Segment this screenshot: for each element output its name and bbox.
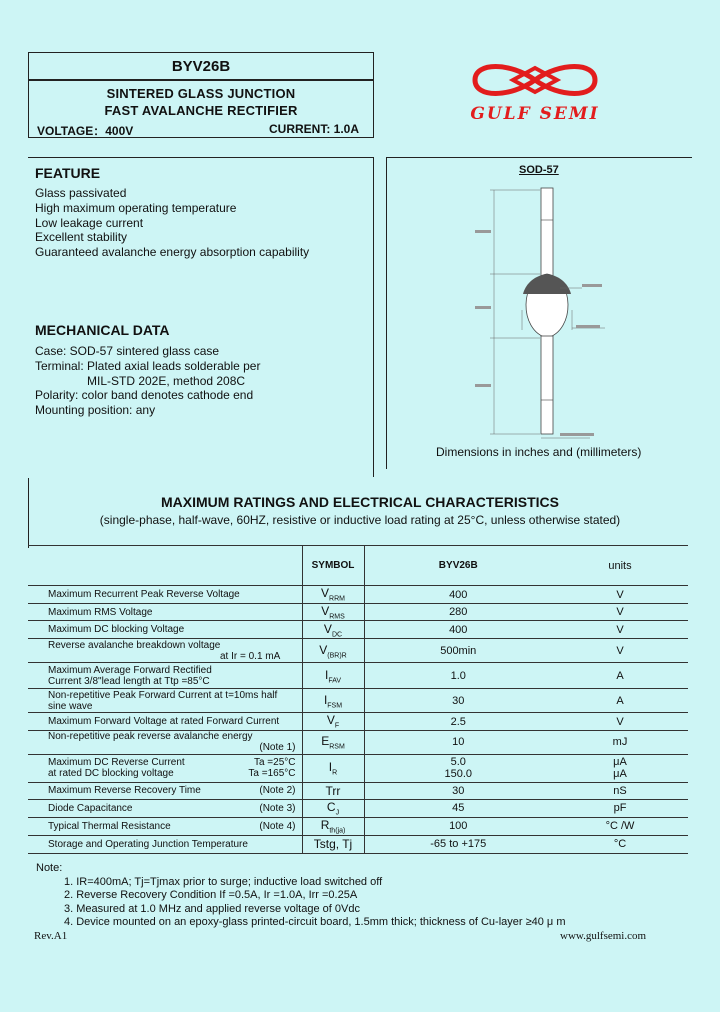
- unit: μA: [613, 768, 627, 781]
- value: 100: [449, 820, 468, 833]
- symbol-cell: [302, 639, 364, 663]
- parameter-name: Non-repetitive peak reverse avalanche energy: [48, 731, 253, 743]
- feature-list: [35, 186, 309, 260]
- value: 30: [452, 694, 465, 707]
- parameter-cell: [28, 754, 302, 782]
- symbol-subscript: R: [332, 769, 338, 777]
- table-row: [28, 639, 720, 663]
- table-row: [28, 621, 720, 639]
- note-item: 4. Device mounted on an epoxy-glass printed-circuit board, 1.5mm thick; thickness of Cu-layer ≥40 μ m: [64, 916, 566, 928]
- symbol-cell: [302, 689, 364, 713]
- website-link[interactable]: www.gulfsemi.com: [560, 930, 647, 942]
- table-row: [28, 663, 720, 689]
- value-cell: [364, 713, 552, 730]
- symbol-cell: [302, 621, 364, 639]
- feature-item: Low leakage current: [35, 215, 144, 230]
- unit: A: [616, 669, 624, 682]
- value-cell: [364, 604, 552, 621]
- parameter-name: Maximum DC Reverse Current: [48, 757, 185, 769]
- table-body: [28, 586, 720, 854]
- table-row: [28, 713, 720, 730]
- symbol-main: V: [319, 642, 328, 657]
- symbol-main: I: [323, 692, 328, 707]
- parameter-condition: Current 3/8"lead length at Ttp =85°C: [48, 675, 210, 687]
- ratings-subtitle: (single-phase, half-wave, 60HZ, resistive or inductive load rating at 25°C, unless otherwise stated): [99, 513, 621, 527]
- table-row: [28, 799, 720, 817]
- unit-cell: [552, 730, 688, 754]
- symbol-cell: [302, 799, 364, 817]
- value-cell: [364, 799, 552, 817]
- value: 1.0: [450, 669, 466, 682]
- value-cell: [364, 689, 552, 713]
- parameter-name: Typical Thermal Resistance: [48, 820, 171, 832]
- symbol-main: V: [321, 586, 330, 601]
- symbol-cell: [302, 586, 364, 604]
- mechanical-item: Mounting position: any: [35, 403, 156, 418]
- value: 400: [449, 588, 468, 601]
- unit-cell: [552, 835, 688, 853]
- part-number: BYV26B: [171, 58, 231, 75]
- symbol-subscript: DC: [331, 631, 343, 639]
- parameter-condition: sine wave: [48, 700, 93, 712]
- symbol-main: V: [321, 604, 330, 618]
- parameter-name: Non-repetitive Peak Forward Current at t=10ms half: [48, 689, 278, 701]
- symbol-main: I: [328, 760, 333, 775]
- feature-item: Excellent stability: [35, 230, 128, 245]
- unit: A: [616, 694, 624, 707]
- value-cell: [364, 663, 552, 689]
- symbol-subscript: F: [334, 722, 340, 730]
- parameter-name: Maximum Recurrent Peak Reverse Voltage: [48, 589, 240, 600]
- parameter-name: Maximum Reverse Recovery Time: [48, 785, 201, 797]
- table-row: [28, 586, 720, 604]
- unit: mJ: [612, 736, 628, 749]
- parameter-condition: (Note 2): [259, 785, 296, 797]
- voltage-rating: VOLTAGE：400V: [37, 124, 134, 138]
- table-row: [28, 835, 720, 853]
- unit: nS: [613, 784, 627, 797]
- value-cell: [364, 730, 552, 754]
- symbol-subscript: RRM: [329, 595, 345, 603]
- feature-item: Glass passivated: [35, 186, 127, 200]
- mechanical-item: Polarity: color band denotes cathode end: [35, 388, 254, 403]
- parameter-cell: [28, 689, 302, 713]
- unit-cell: [552, 663, 688, 689]
- symbol-subscript: RMS: [329, 613, 345, 621]
- value-cell: [364, 621, 552, 639]
- symbol-cell: [302, 782, 364, 799]
- parameter-cell: [28, 730, 302, 754]
- table-header-row: [28, 546, 720, 586]
- parameter-name: Maximum Average Forward Rectified: [48, 664, 212, 676]
- table-row: [28, 604, 720, 621]
- diagram-caption: Dimensions in inches and (millimeters): [436, 445, 642, 459]
- header-symbol: SYMBOL: [302, 546, 364, 586]
- symbol-cell: [302, 835, 364, 853]
- value-cell: [364, 835, 552, 853]
- part-number-box: [28, 52, 374, 80]
- unit-cell: [552, 604, 688, 621]
- parameter-cell: [28, 799, 302, 817]
- unit-cell: [552, 621, 688, 639]
- value: -65 to +175: [430, 838, 487, 851]
- unit-cell: [552, 754, 688, 782]
- symbol-cell: [302, 663, 364, 689]
- value-cell: [364, 782, 552, 799]
- description-line-1: SINTERED GLASS JUNCTION: [106, 86, 296, 101]
- unit-cell: [552, 817, 688, 835]
- table-row: [28, 730, 720, 754]
- symbol-cell: [302, 817, 364, 835]
- symbol-main: V: [326, 713, 335, 728]
- ratings-table: [28, 545, 720, 854]
- note-item: 3. Measured at 1.0 MHz and applied reverse voltage of 0Vdc: [64, 902, 360, 915]
- note-item: 2. Reverse Recovery Condition If =0.5A, Ir =1.0A, Irr =0.25A: [64, 889, 358, 901]
- parameter-condition: (Note 3): [259, 802, 296, 814]
- parameter-cell: [28, 835, 302, 853]
- unit: μA: [613, 756, 627, 769]
- symbol-main: Trr: [325, 783, 341, 798]
- parameter-name: Reverse avalanche breakdown voltage: [48, 639, 221, 651]
- unit-cell: [552, 639, 688, 663]
- mechanical-list: [35, 344, 260, 418]
- symbol-main: I: [324, 667, 329, 682]
- symbol-subscript: J: [335, 809, 340, 817]
- notes-section: [36, 862, 565, 930]
- value: 45: [452, 802, 465, 815]
- value: 400: [449, 623, 468, 636]
- parameter-cell: [28, 604, 302, 621]
- symbol-cell: [302, 754, 364, 782]
- value: 150.0: [444, 768, 473, 781]
- unit-cell: [552, 713, 688, 730]
- feature-item: Guaranteed avalanche energy absorption capability: [35, 245, 310, 260]
- mechanical-item: Case: SOD-57 sintered glass case: [35, 344, 220, 358]
- symbol-main: R: [320, 818, 330, 833]
- value: 500min: [440, 644, 477, 657]
- value-cell: [364, 639, 552, 663]
- revision-label: Rev.A1: [34, 930, 68, 942]
- parameter-cell: [28, 639, 302, 663]
- parameter-condition: Ta =165°C: [248, 768, 296, 780]
- unit: pF: [613, 802, 627, 815]
- symbol-subscript: FSM: [327, 702, 343, 710]
- symbol-subscript: RSM: [329, 743, 345, 751]
- unit-cell: [552, 782, 688, 799]
- parameter-condition: Ta =25°C: [253, 757, 296, 769]
- description-line-2: FAST AVALANCHE RECTIFIER: [104, 103, 298, 118]
- parameter-condition: (Note 1): [259, 742, 296, 754]
- symbol-main: E: [321, 734, 330, 749]
- symbol-main: Tstg, Tj: [313, 837, 353, 852]
- parameter-name: Storage and Operating Junction Temperature: [48, 838, 248, 850]
- symbol-main: V: [323, 621, 332, 636]
- unit: V: [616, 623, 624, 636]
- mechanical-item: Terminal: Plated axial leads solderable per: [35, 358, 261, 373]
- parameter-name: Maximum DC blocking Voltage: [48, 624, 185, 636]
- unit: V: [616, 644, 624, 657]
- value: 30: [452, 784, 465, 797]
- value-cell: [364, 817, 552, 835]
- value-cell: [364, 754, 552, 782]
- unit-cell: [552, 799, 688, 817]
- parameter-condition: at rated DC blocking voltage: [48, 768, 174, 780]
- header-value: BYV26B: [364, 546, 552, 586]
- parameter-cell: [28, 713, 302, 730]
- table-row: [28, 817, 720, 835]
- parameter-name: Diode Capacitance: [48, 802, 133, 814]
- mechanical-item: MIL-STD 202E, method 208C: [87, 373, 246, 388]
- note-item: 1. IR=400mA; Tj=Tjmax prior to surge; inductive load switched off: [64, 875, 383, 888]
- mechanical-title: MECHANICAL DATA: [35, 322, 170, 338]
- unit-cell: [552, 689, 688, 713]
- ratings-title: MAXIMUM RATINGS AND ELECTRICAL CHARACTERISTICS: [161, 494, 559, 510]
- parameter-cell: [28, 782, 302, 799]
- header-units: units: [552, 546, 688, 586]
- current-rating: CURRENT: 1.0A: [268, 122, 359, 136]
- feature-item: High maximum operating temperature: [35, 200, 237, 215]
- parameter-cell: [28, 817, 302, 835]
- symbol-cell: [302, 604, 364, 621]
- parameter-cell: [28, 586, 302, 604]
- symbol-subscript: FAV: [328, 677, 342, 685]
- parameter-cell: [28, 621, 302, 639]
- notes-title: Note:: [36, 862, 63, 874]
- value: 10: [452, 736, 465, 749]
- logo-text: GULF SEMI: [470, 104, 600, 124]
- value-cell: [364, 586, 552, 604]
- symbol-subscript: th(ja): [329, 827, 346, 835]
- parameter-condition: at Ir = 0.1 mA: [220, 650, 281, 662]
- parameter-condition: (Note 4): [259, 820, 296, 832]
- unit-cell: [552, 586, 688, 604]
- symbol-cell: [302, 713, 364, 730]
- unit: V: [616, 715, 624, 728]
- unit: V: [616, 588, 624, 601]
- value: 280: [449, 606, 468, 619]
- package-title: SOD-57: [519, 164, 559, 176]
- sod57-outline-icon: [470, 180, 630, 442]
- unit: V: [616, 606, 624, 619]
- parameter-name: Maximum RMS Voltage: [48, 606, 153, 618]
- table-row: [28, 754, 720, 782]
- value: 2.5: [450, 715, 466, 728]
- parameter-cell: [28, 663, 302, 689]
- parameter-name: Maximum Forward Voltage at rated Forward Current: [48, 716, 280, 728]
- symbol-subscript: (BR)R: [327, 652, 347, 660]
- description-box: [28, 80, 374, 138]
- symbol-cell: [302, 730, 364, 754]
- value: 5.0: [450, 756, 466, 769]
- feature-title: FEATURE: [35, 165, 101, 181]
- unit: °C /W: [605, 820, 635, 833]
- unit: °C: [613, 838, 627, 851]
- table-row: [28, 689, 720, 713]
- symbol-main: C: [326, 800, 336, 815]
- table-row: [28, 782, 720, 799]
